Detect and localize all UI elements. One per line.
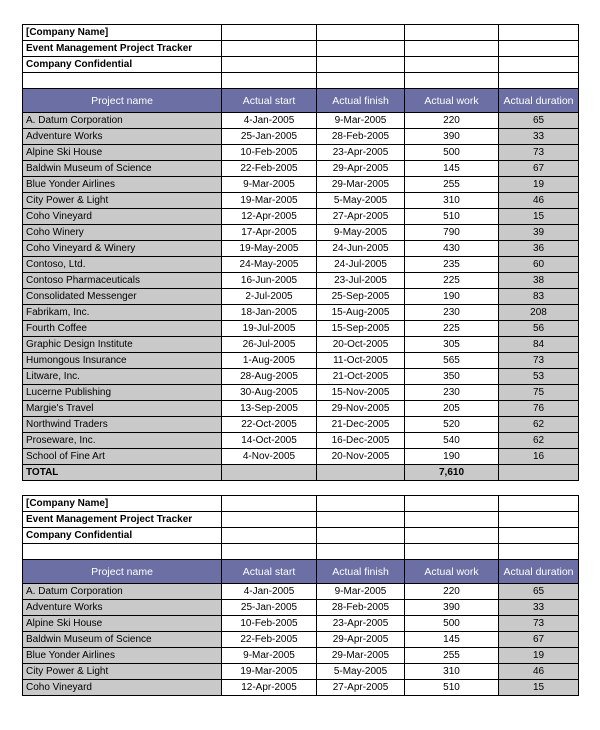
project-name-cell: Alpine Ski House: [23, 616, 222, 632]
header-actual-duration: Actual duration: [499, 89, 579, 113]
actual-work-cell: 220: [405, 584, 499, 600]
actual-duration-cell: 73: [499, 145, 579, 161]
project-name-cell: Alpine Ski House: [23, 145, 222, 161]
header-actual-finish: Actual finish: [317, 89, 405, 113]
actual-finish-cell: 28-Feb-2005: [317, 600, 405, 616]
actual-work-cell: 255: [405, 648, 499, 664]
project-tracker-table-2: [22, 495, 579, 696]
actual-finish-cell: 27-Apr-2005: [317, 680, 405, 696]
actual-duration-cell: 62: [499, 433, 579, 449]
empty-cell: [405, 25, 499, 41]
actual-start-cell: 12-Apr-2005: [222, 680, 317, 696]
actual-start-cell: 10-Feb-2005: [222, 616, 317, 632]
actual-work-cell: 190: [405, 289, 499, 305]
actual-duration-cell: 15: [499, 209, 579, 225]
actual-finish-cell: 20-Nov-2005: [317, 449, 405, 465]
actual-work-cell: 430: [405, 241, 499, 257]
blank-row: [23, 73, 579, 89]
project-name-cell: Lucerne Publishing: [23, 385, 222, 401]
actual-finish-cell: 15-Aug-2005: [317, 305, 405, 321]
project-name-cell: School of Fine Art: [23, 449, 222, 465]
header-actual-start: Actual start: [222, 560, 317, 584]
empty-cell: [405, 544, 499, 560]
table-row: [23, 433, 579, 449]
actual-work-cell: 500: [405, 616, 499, 632]
actual-start-cell: 28-Aug-2005: [222, 369, 317, 385]
empty-cell: [317, 496, 405, 512]
actual-duration-cell: 67: [499, 161, 579, 177]
actual-work-cell: 520: [405, 417, 499, 433]
meta-row: [23, 528, 579, 544]
table-row: [23, 209, 579, 225]
table-row: [23, 369, 579, 385]
empty-cell: [405, 528, 499, 544]
total-row: [23, 465, 579, 481]
empty-cell: [499, 25, 579, 41]
actual-start-cell: 25-Jan-2005: [222, 600, 317, 616]
actual-finish-cell: 15-Nov-2005: [317, 385, 405, 401]
actual-finish-cell: 11-Oct-2005: [317, 353, 405, 369]
actual-start-cell: 10-Feb-2005: [222, 145, 317, 161]
actual-duration-cell: 16: [499, 449, 579, 465]
actual-finish-cell: 9-May-2005: [317, 225, 405, 241]
empty-cell: [405, 41, 499, 57]
project-name-cell: Litware, Inc.: [23, 369, 222, 385]
meta-row: [23, 57, 579, 73]
actual-work-cell: 230: [405, 305, 499, 321]
project-name-cell: Adventure Works: [23, 129, 222, 145]
blank-row: [23, 544, 579, 560]
actual-duration-cell: 84: [499, 337, 579, 353]
empty-cell: [499, 528, 579, 544]
actual-finish-cell: 29-Mar-2005: [317, 648, 405, 664]
actual-duration-cell: 76: [499, 401, 579, 417]
actual-finish-cell: 16-Dec-2005: [317, 433, 405, 449]
actual-duration-cell: 53: [499, 369, 579, 385]
project-name-cell: Adventure Works: [23, 600, 222, 616]
actual-start-cell: 16-Jun-2005: [222, 273, 317, 289]
total-work: 7,610: [405, 465, 499, 481]
actual-start-cell: 24-May-2005: [222, 257, 317, 273]
actual-duration-cell: 33: [499, 600, 579, 616]
project-name-cell: City Power & Light: [23, 664, 222, 680]
actual-duration-cell: 73: [499, 616, 579, 632]
actual-duration-cell: 15: [499, 680, 579, 696]
actual-start-cell: 19-Mar-2005: [222, 193, 317, 209]
header-row: [23, 560, 579, 584]
actual-duration-cell: 19: [499, 648, 579, 664]
empty-cell: [405, 73, 499, 89]
actual-work-cell: 145: [405, 161, 499, 177]
table-row: [23, 225, 579, 241]
actual-work-cell: 790: [405, 225, 499, 241]
company-name: [Company Name]: [23, 496, 222, 512]
empty-cell: [23, 544, 222, 560]
table-row: [23, 600, 579, 616]
project-name-cell: Baldwin Museum of Science: [23, 632, 222, 648]
project-name-cell: A. Datum Corporation: [23, 113, 222, 129]
actual-finish-cell: 5-May-2005: [317, 664, 405, 680]
actual-duration-cell: 65: [499, 584, 579, 600]
actual-finish-cell: 23-Jul-2005: [317, 273, 405, 289]
actual-start-cell: 19-May-2005: [222, 241, 317, 257]
actual-finish-cell: 5-May-2005: [317, 193, 405, 209]
table-row: [23, 193, 579, 209]
actual-duration-cell: 62: [499, 417, 579, 433]
tracker-title: Event Management Project Tracker: [23, 512, 222, 528]
actual-work-cell: 390: [405, 129, 499, 145]
table-row: [23, 113, 579, 129]
table-row: [23, 129, 579, 145]
actual-duration-cell: 73: [499, 353, 579, 369]
actual-work-cell: 225: [405, 273, 499, 289]
actual-finish-cell: 15-Sep-2005: [317, 321, 405, 337]
actual-finish-cell: 9-Mar-2005: [317, 584, 405, 600]
actual-start-cell: 4-Jan-2005: [222, 584, 317, 600]
project-tracker-table-1: [22, 24, 579, 481]
actual-work-cell: 540: [405, 433, 499, 449]
project-name-cell: Proseware, Inc.: [23, 433, 222, 449]
actual-duration-cell: 46: [499, 664, 579, 680]
confidential-label: Company Confidential: [23, 528, 222, 544]
actual-finish-cell: 25-Sep-2005: [317, 289, 405, 305]
actual-start-cell: 1-Aug-2005: [222, 353, 317, 369]
actual-duration-cell: 38: [499, 273, 579, 289]
empty-cell: [317, 41, 405, 57]
empty-cell: [222, 544, 317, 560]
actual-start-cell: 14-Oct-2005: [222, 433, 317, 449]
actual-finish-cell: 24-Jul-2005: [317, 257, 405, 273]
table-row: [23, 289, 579, 305]
table-spacer: [22, 481, 578, 495]
actual-work-cell: 310: [405, 193, 499, 209]
project-name-cell: Fourth Coffee: [23, 321, 222, 337]
actual-duration-cell: 19: [499, 177, 579, 193]
project-name-cell: City Power & Light: [23, 193, 222, 209]
project-name-cell: Margie's Travel: [23, 401, 222, 417]
actual-start-cell: 26-Jul-2005: [222, 337, 317, 353]
header-project-name: Project name: [23, 560, 222, 584]
empty-cell: [317, 512, 405, 528]
actual-duration-cell: 36: [499, 241, 579, 257]
actual-start-cell: 18-Jan-2005: [222, 305, 317, 321]
project-name-cell: Coho Vineyard & Winery: [23, 241, 222, 257]
actual-duration-cell: 39: [499, 225, 579, 241]
actual-work-cell: 205: [405, 401, 499, 417]
empty-cell: [499, 57, 579, 73]
empty-cell: [222, 512, 317, 528]
empty-cell: [317, 465, 405, 481]
actual-duration-cell: 75: [499, 385, 579, 401]
actual-finish-cell: 29-Apr-2005: [317, 161, 405, 177]
total-label: TOTAL: [23, 465, 222, 481]
header-project-name: Project name: [23, 89, 222, 113]
project-name-cell: Coho Winery: [23, 225, 222, 241]
header-actual-work: Actual work: [405, 89, 499, 113]
project-name-cell: Contoso Pharmaceuticals: [23, 273, 222, 289]
table-row: [23, 321, 579, 337]
actual-finish-cell: 29-Mar-2005: [317, 177, 405, 193]
empty-cell: [499, 73, 579, 89]
actual-work-cell: 255: [405, 177, 499, 193]
actual-duration-cell: 67: [499, 632, 579, 648]
empty-cell: [499, 41, 579, 57]
empty-cell: [222, 57, 317, 73]
table-row: [23, 616, 579, 632]
meta-row: [23, 512, 579, 528]
empty-cell: [499, 496, 579, 512]
actual-start-cell: 17-Apr-2005: [222, 225, 317, 241]
empty-cell: [222, 41, 317, 57]
spreadsheet: [22, 24, 578, 696]
meta-row: [23, 41, 579, 57]
table-row: [23, 337, 579, 353]
table-row: [23, 305, 579, 321]
actual-finish-cell: 23-Apr-2005: [317, 145, 405, 161]
actual-work-cell: 565: [405, 353, 499, 369]
actual-start-cell: 22-Oct-2005: [222, 417, 317, 433]
header-actual-finish: Actual finish: [317, 560, 405, 584]
table-row: [23, 161, 579, 177]
project-name-cell: Graphic Design Institute: [23, 337, 222, 353]
actual-work-cell: 145: [405, 632, 499, 648]
header-actual-start: Actual start: [222, 89, 317, 113]
empty-cell: [23, 73, 222, 89]
actual-finish-cell: 24-Jun-2005: [317, 241, 405, 257]
table-row: [23, 449, 579, 465]
project-name-cell: Fabrikam, Inc.: [23, 305, 222, 321]
actual-start-cell: 4-Nov-2005: [222, 449, 317, 465]
header-actual-duration: Actual duration: [499, 560, 579, 584]
actual-work-cell: 230: [405, 385, 499, 401]
table-row: [23, 632, 579, 648]
actual-finish-cell: 29-Apr-2005: [317, 632, 405, 648]
table-row: [23, 145, 579, 161]
actual-start-cell: 19-Mar-2005: [222, 664, 317, 680]
project-name-cell: Humongous Insurance: [23, 353, 222, 369]
project-name-cell: Blue Yonder Airlines: [23, 648, 222, 664]
empty-cell: [222, 465, 317, 481]
empty-cell: [222, 496, 317, 512]
actual-start-cell: 12-Apr-2005: [222, 209, 317, 225]
confidential-label: Company Confidential: [23, 57, 222, 73]
empty-cell: [499, 512, 579, 528]
page-bottom-margin: [0, 712, 600, 730]
tracker-title: Event Management Project Tracker: [23, 41, 222, 57]
project-name-cell: Baldwin Museum of Science: [23, 161, 222, 177]
table-row: [23, 385, 579, 401]
actual-work-cell: 310: [405, 664, 499, 680]
header-row: [23, 89, 579, 113]
actual-work-cell: 500: [405, 145, 499, 161]
actual-work-cell: 350: [405, 369, 499, 385]
table-row: [23, 648, 579, 664]
actual-work-cell: 510: [405, 680, 499, 696]
table-row: [23, 273, 579, 289]
table-row: [23, 664, 579, 680]
project-name-cell: A. Datum Corporation: [23, 584, 222, 600]
meta-row: [23, 496, 579, 512]
project-name-cell: Northwind Traders: [23, 417, 222, 433]
empty-cell: [222, 73, 317, 89]
actual-work-cell: 510: [405, 209, 499, 225]
actual-start-cell: 4-Jan-2005: [222, 113, 317, 129]
actual-duration-cell: 60: [499, 257, 579, 273]
actual-duration-cell: 208: [499, 305, 579, 321]
actual-work-cell: 305: [405, 337, 499, 353]
actual-start-cell: 22-Feb-2005: [222, 161, 317, 177]
table-row: [23, 680, 579, 696]
empty-cell: [405, 512, 499, 528]
actual-work-cell: 220: [405, 113, 499, 129]
table-row: [23, 177, 579, 193]
table-row: [23, 417, 579, 433]
empty-cell: [317, 57, 405, 73]
actual-start-cell: 2-Jul-2005: [222, 289, 317, 305]
actual-start-cell: 25-Jan-2005: [222, 129, 317, 145]
actual-work-cell: 390: [405, 600, 499, 616]
actual-finish-cell: 23-Apr-2005: [317, 616, 405, 632]
actual-start-cell: 30-Aug-2005: [222, 385, 317, 401]
empty-cell: [222, 25, 317, 41]
actual-start-cell: 9-Mar-2005: [222, 648, 317, 664]
actual-start-cell: 9-Mar-2005: [222, 177, 317, 193]
table-row: [23, 584, 579, 600]
project-name-cell: Coho Vineyard: [23, 680, 222, 696]
empty-cell: [499, 465, 579, 481]
project-name-cell: Consolidated Messenger: [23, 289, 222, 305]
actual-finish-cell: 9-Mar-2005: [317, 113, 405, 129]
project-name-cell: Blue Yonder Airlines: [23, 177, 222, 193]
project-name-cell: Coho Vineyard: [23, 209, 222, 225]
table-row: [23, 353, 579, 369]
actual-finish-cell: 21-Oct-2005: [317, 369, 405, 385]
actual-start-cell: 22-Feb-2005: [222, 632, 317, 648]
actual-finish-cell: 28-Feb-2005: [317, 129, 405, 145]
table-row: [23, 241, 579, 257]
empty-cell: [222, 528, 317, 544]
empty-cell: [317, 544, 405, 560]
meta-row: [23, 25, 579, 41]
actual-duration-cell: 33: [499, 129, 579, 145]
actual-start-cell: 13-Sep-2005: [222, 401, 317, 417]
actual-work-cell: 235: [405, 257, 499, 273]
actual-duration-cell: 65: [499, 113, 579, 129]
empty-cell: [405, 57, 499, 73]
header-actual-work: Actual work: [405, 560, 499, 584]
actual-finish-cell: 20-Oct-2005: [317, 337, 405, 353]
actual-work-cell: 190: [405, 449, 499, 465]
actual-finish-cell: 27-Apr-2005: [317, 209, 405, 225]
actual-duration-cell: 83: [499, 289, 579, 305]
actual-duration-cell: 56: [499, 321, 579, 337]
empty-cell: [405, 496, 499, 512]
actual-work-cell: 225: [405, 321, 499, 337]
actual-finish-cell: 21-Dec-2005: [317, 417, 405, 433]
table-row: [23, 401, 579, 417]
actual-start-cell: 19-Jul-2005: [222, 321, 317, 337]
table-row: [23, 257, 579, 273]
actual-finish-cell: 29-Nov-2005: [317, 401, 405, 417]
empty-cell: [317, 25, 405, 41]
actual-duration-cell: 46: [499, 193, 579, 209]
empty-cell: [317, 528, 405, 544]
project-name-cell: Contoso, Ltd.: [23, 257, 222, 273]
empty-cell: [317, 73, 405, 89]
empty-cell: [499, 544, 579, 560]
company-name: [Company Name]: [23, 25, 222, 41]
